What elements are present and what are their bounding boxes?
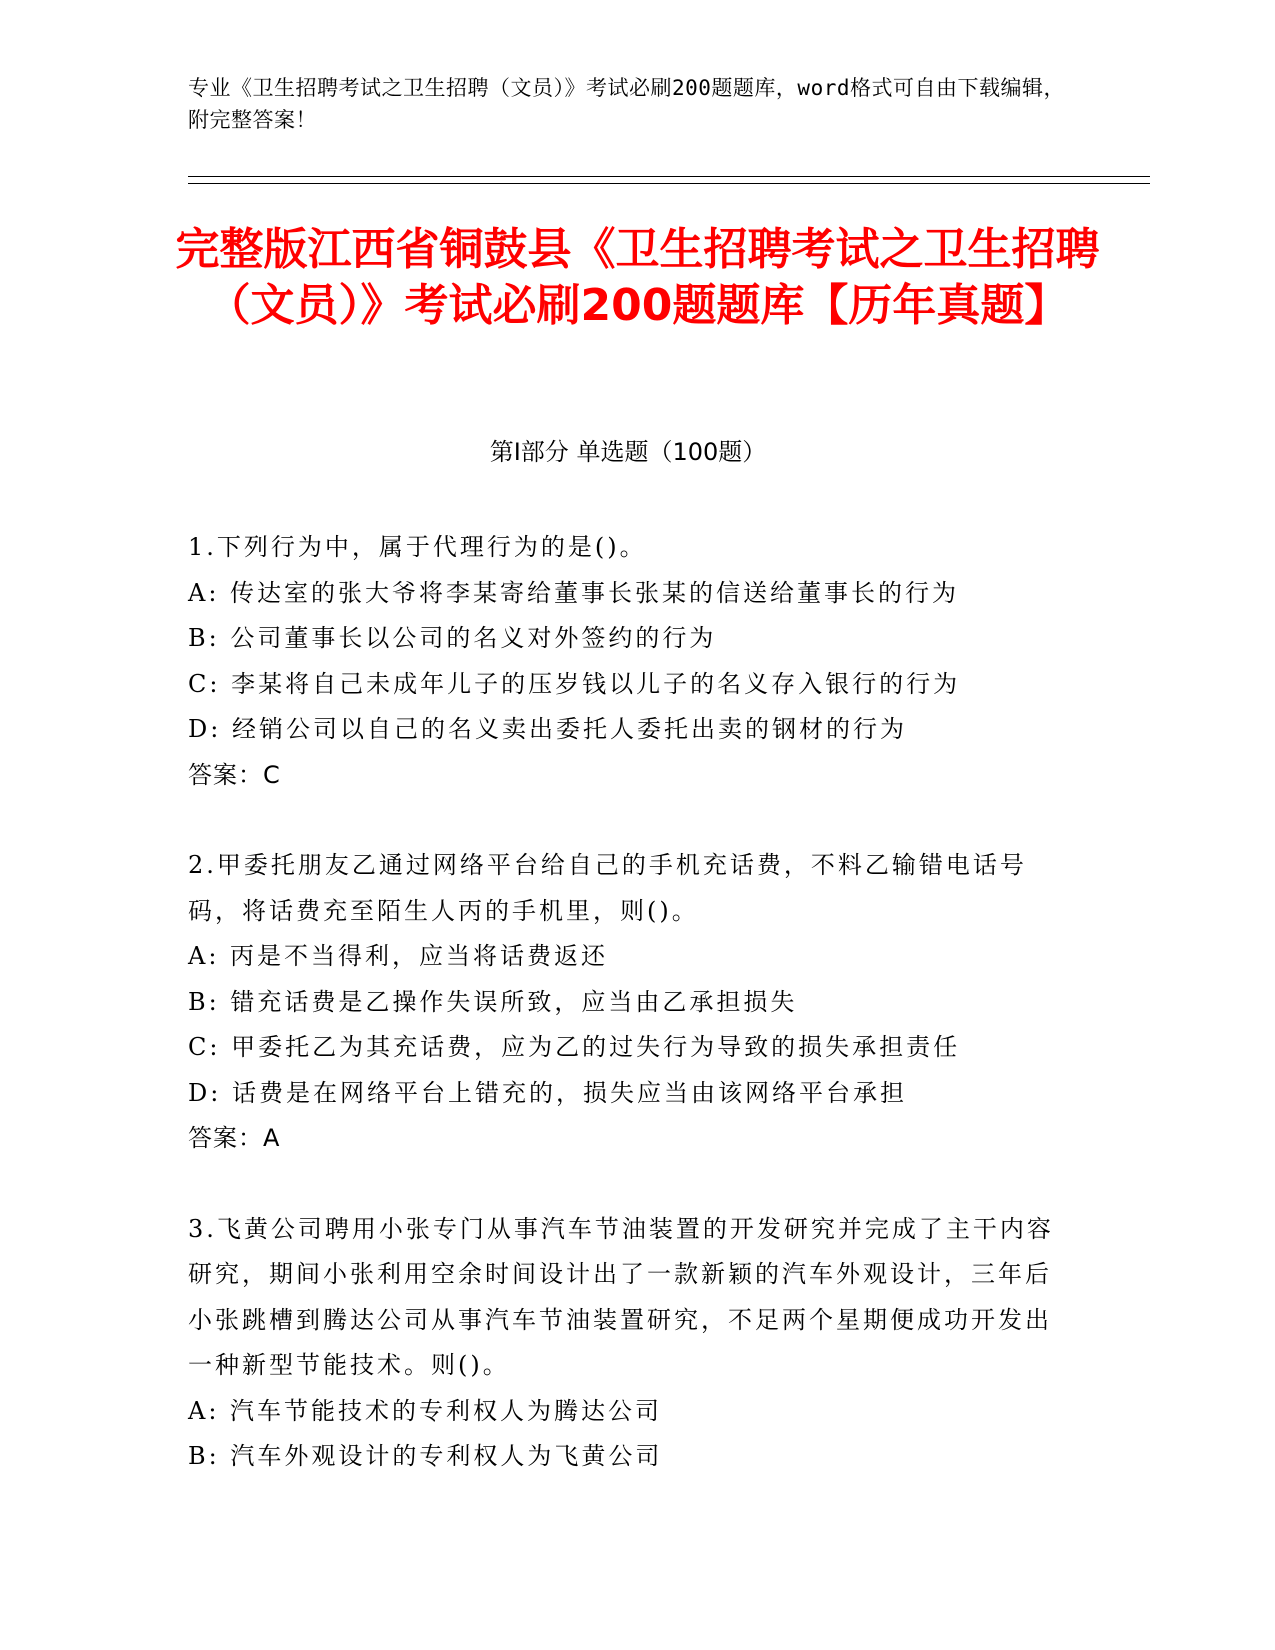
option-a: A: 丙是不当得利，应当将话费返还 xyxy=(188,942,609,970)
option-d: D: 话费是在网络平台上错充的，损失应当由该网络平台承担 xyxy=(188,1078,907,1107)
answer: 答案：C xyxy=(188,760,281,789)
option-a: A: 传达室的张大爷将李某寄给董事长张某的信送给董事长的行为 xyxy=(188,578,960,607)
question-1 xyxy=(188,525,1068,798)
answer: 答案：A xyxy=(188,1124,281,1152)
header-divider-top xyxy=(188,176,1150,177)
document-title: 完整版江西省铜鼓县《卫生招聘考试之卫生招聘（文员）》考试必刷200题题库【历年真题】 xyxy=(175,224,1100,331)
question-3 xyxy=(188,1207,1068,1480)
option-c: C: 甲委托乙为其充话费，应为乙的过失行为导致的损失承担责任 xyxy=(188,1033,961,1061)
option-d: D: 经销公司以自己的名义卖出委托人委托出卖的钢材的行为 xyxy=(188,715,907,743)
question-stem: 2.甲委托朋友乙通过网络平台给自己的手机充话费，不料乙输错电话号码，将话费充至陌生人丙的手机里，则()。 xyxy=(188,851,1027,925)
question-stem: 3.飞黄公司聘用小张专门从事汽车节油装置的开发研究并完成了主干内容研究，期间小张利用空余时间设计出了一款新颖的汽车外观设计，三年后小张跳槽到腾达公司从事汽车节油装置研究，不足两个星期便成功开发出一种新型节能技术。则()。 xyxy=(188,1214,1054,1379)
question-2 xyxy=(188,843,1068,1162)
option-b: B: 错充话费是乙操作失误所致，应当由乙承担损失 xyxy=(188,987,798,1016)
question-stem: 1.下列行为中，属于代理行为的是()。 xyxy=(188,533,647,561)
option-c: C: 李某将自己未成年儿子的压岁钱以儿子的名义存入银行的行为 xyxy=(188,669,961,698)
header-divider-bottom xyxy=(188,183,1150,184)
header-note: 专业《卫生招聘考试之卫生招聘（文员）》考试必刷200题题库，word格式可自由下载编辑，附完整答案！ xyxy=(188,76,1065,132)
question-list xyxy=(188,525,1068,1525)
option-b: B: 汽车外观设计的专利权人为飞黄公司 xyxy=(188,1442,663,1470)
option-a: A: 汽车节能技术的专利权人为腾达公司 xyxy=(188,1396,663,1425)
section-title: 第I部分 单选题（100题） xyxy=(489,438,767,466)
option-b: B: 公司董事长以公司的名义对外签约的行为 xyxy=(188,624,717,652)
